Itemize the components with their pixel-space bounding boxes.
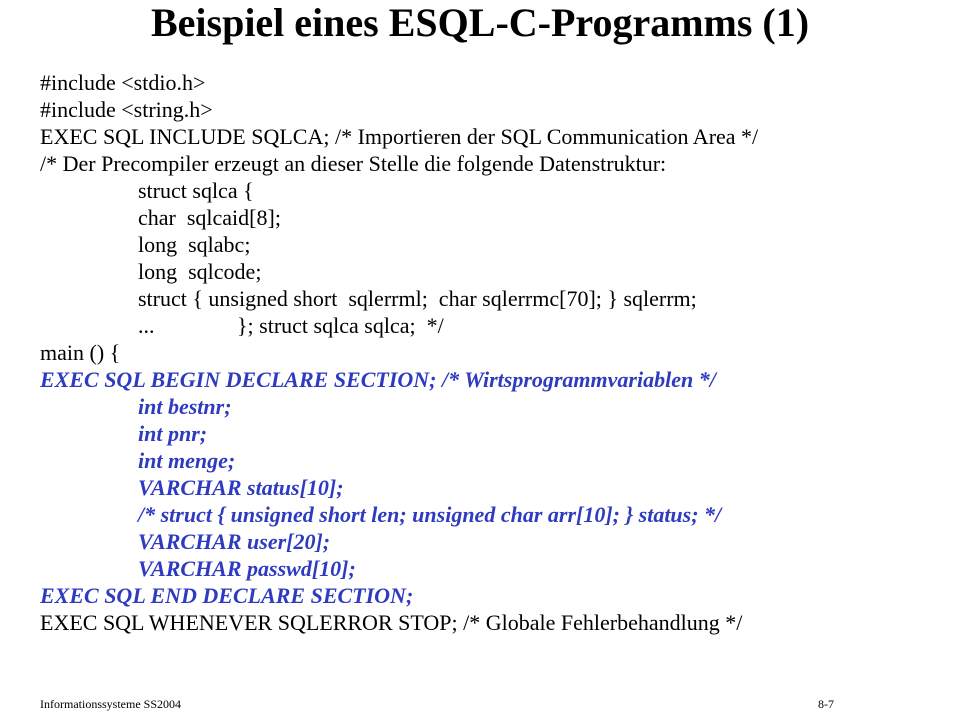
code-line: ... }; struct sqlca sqlca; */ (138, 313, 444, 338)
code-line-highlighted: EXEC SQL BEGIN DECLARE SECTION; /* Wirtsprogrammvariablen */ (40, 367, 716, 392)
code-line-highlighted: VARCHAR status[10]; (138, 475, 344, 500)
code-line-highlighted: VARCHAR user[20]; (138, 529, 331, 554)
code-line: #include <string.h> (40, 97, 213, 122)
code-line: struct { unsigned short sqlerrml; char sqlerrmc[70]; } sqlerrm; (138, 286, 697, 311)
code-line-highlighted: int menge; (138, 448, 236, 473)
code-line-highlighted: EXEC SQL END DECLARE SECTION; (40, 583, 414, 608)
code-line: long sqlabc; (138, 232, 251, 257)
code-line: struct sqlca { (138, 178, 254, 203)
code-block (40, 69, 758, 636)
code-line: EXEC SQL WHENEVER SQLERROR STOP; /* Globale Fehlerbehandlung */ (40, 610, 743, 635)
slide-title: Beispiel eines ESQL-C-Programms (1) (150, 0, 810, 45)
code-line-highlighted: /* struct { unsigned short len; unsigned char arr[10]; } status; */ (138, 502, 722, 527)
code-line: char sqlcaid[8]; (138, 205, 281, 230)
code-line-highlighted: int pnr; (138, 421, 208, 446)
code-line: EXEC SQL INCLUDE SQLCA; /* Importieren der SQL Communication Area */ (40, 124, 759, 149)
footer-page-number: 8-7 (818, 697, 834, 711)
code-line: /* Der Precompiler erzeugt an dieser Stelle die folgende Datenstruktur: (40, 151, 667, 176)
code-line-highlighted: int bestnr; (138, 394, 232, 419)
footer-course: Informationssysteme SS2004 (40, 697, 181, 711)
code-line-highlighted: VARCHAR passwd[10]; (138, 556, 356, 581)
code-line: #include <stdio.h> (40, 70, 206, 95)
code-line: main () { (40, 340, 121, 365)
code-line: long sqlcode; (138, 259, 262, 284)
